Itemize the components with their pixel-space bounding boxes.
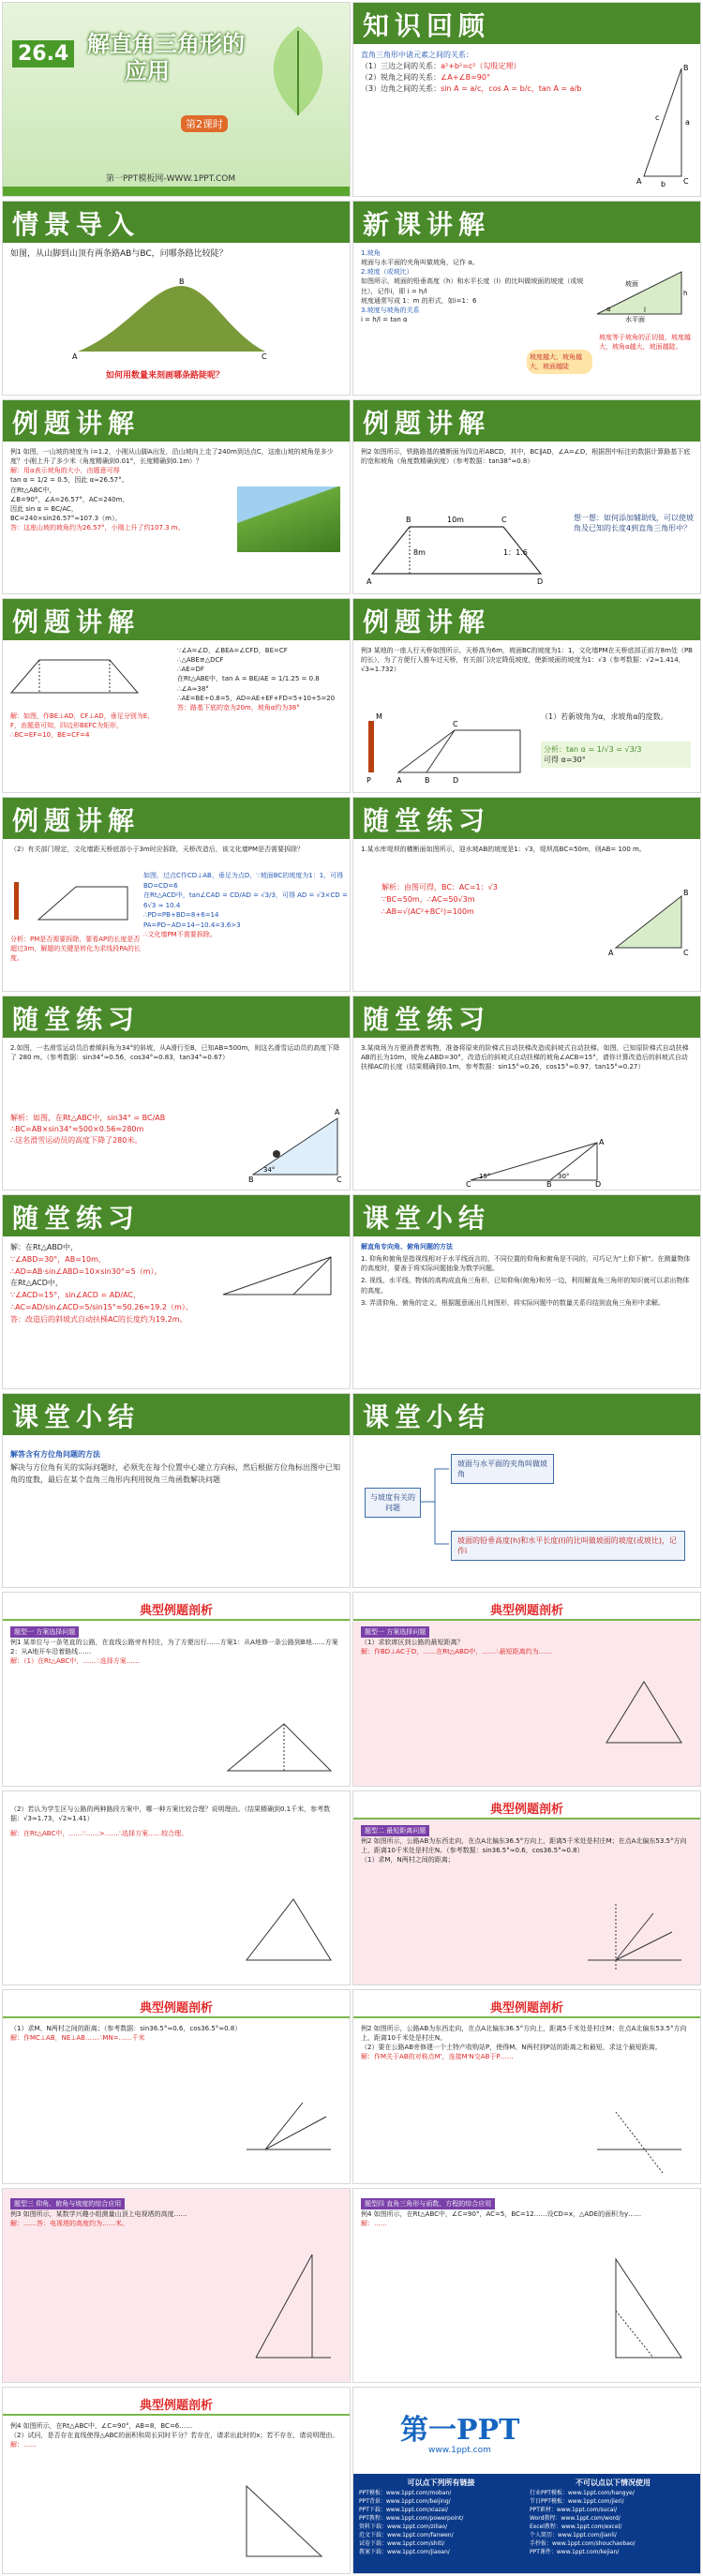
triangle-figure (228, 2472, 331, 2566)
slide-header: 新课讲解 (353, 202, 700, 243)
summary-item: 1. 仰角和俯角是指视线相对于水平线而言的，不同位置的仰角和俯角是不同的，可巧记为"上仰下俯"。在测量物体的高度时，要善于将实际问题抽象为数学问题。 (361, 1255, 691, 1273)
title-line2: 应用 (125, 57, 170, 84)
title-slide (2, 2, 351, 197)
link-item[interactable]: 行业PPT模板：www.1ppt.com/hangye/ (530, 2490, 635, 2496)
title-footer-bar (3, 187, 350, 196)
summary2-slide (2, 1393, 351, 1588)
problem-text: 例4 如图所示，在Rt△ABC中，∠C=90°，AB=8，BC=6…… (10, 2422, 193, 2430)
solution-text: 解：（1）在Rt△ABC中，……∴选择方案…… (10, 1657, 140, 1666)
problem-text: 例2 如图所示，铁路路基的横断面为四边形ABCD，其中，BC∥AD，∠A=∠D，根据图中标注的数据计算路基下底的宽和坡角（角度数精确到度）（参考数据：tan38°≈0.8） (361, 448, 691, 466)
slide-header: 随堂练习 (353, 798, 700, 839)
slide-header: 课堂小结 (353, 1195, 700, 1236)
practice3-slide (352, 996, 701, 1191)
slide-header: 课堂小结 (3, 1394, 350, 1435)
dimension-label: 10m (447, 516, 464, 524)
analysis9-slide (2, 2387, 351, 2574)
analysis4-slide (352, 1790, 701, 1985)
solution-block (381, 882, 588, 918)
new-lesson-slide (352, 201, 701, 396)
slope-label: h (683, 290, 688, 297)
leaf-decoration-icon (256, 22, 340, 125)
column-title: 可以点下列所有链接 (407, 2479, 475, 2487)
solution-answer: 答：这座山坡的坡角约为26.57°，小刚上升了约107.3 m。 (10, 524, 185, 532)
summary-item: 2. 视线、水平线、物体的高构成直角三角形，已知仰角(俯角)和另一边，利用解直角三角形的知识就可以求出物体的高度。 (361, 1277, 690, 1295)
solution-step: ∴这名滑雪运动员的高度下降了280米。 (10, 1136, 142, 1145)
topic-tag: 题型一 方案选择问题 (361, 1626, 429, 1638)
analysis6-slide (352, 1989, 701, 2184)
solution-step: ∵BC=50m，∴AC=50√3m (381, 894, 475, 904)
solution-step: ∵∠ACD=15°，sin∠ACD = AD/AC， (10, 1291, 141, 1300)
angle-label: 30° (558, 1173, 570, 1180)
link-item[interactable]: 范文下载：www.1ppt.com/fanwen/ (359, 2532, 454, 2539)
analysis-text: 分析：tan α = 1/√3 = √3/3 (544, 745, 642, 754)
practice3-solution-slide (2, 1194, 351, 1389)
solution-left: 解：如图，作BE⊥AD，CF⊥AD，垂足分别为E、F，由题意可知，四边形BEFC为矩形，∴BC=EF=10，BE=CF=4 (10, 712, 155, 740)
summary-title: 解答含有方位角问题的方法 (10, 1450, 100, 1459)
problem-text: 3.某商场为方便消费者购物，准备将原来的阶梯式自动扶梯改造成斜坡式自动扶梯。如图，已知原阶梯式自动扶梯AB的长为10m，坡角∠ABD=30°，改造后的斜坡式自动扶梯的坡角∠ACB=15°，请你计算改造后的斜坡式自动扶梯AC的长度（结果精确到0.1m，参考数据：sin15°≈0.26，cos15°≈0.97，tan15°≈0.27） (361, 1044, 689, 1071)
ski-slope-figure (248, 1100, 347, 1184)
slide-body (3, 1435, 350, 1492)
slide-body (3, 2416, 350, 2455)
slope-label: l (644, 307, 646, 314)
solution-step: 解：在Rt△ABD中， (10, 1243, 78, 1251)
links-column-1 (359, 2478, 523, 2555)
slide-body (353, 2189, 700, 2234)
mountain-figure (68, 277, 275, 361)
side-label: c (655, 113, 660, 122)
analysis-banner: 典型例题剖析 (3, 1990, 350, 2018)
ad-header (353, 2388, 700, 2474)
slide-header: 随堂练习 (3, 996, 350, 1038)
solution-step: 如图，过点C作CD⊥AB，垂足为点D，∵坡面BC的坡度为1：1，可得BD=CD=6 (143, 872, 344, 890)
solution-step: ∴AE=BE÷0.8=5，AD=AE+EF+FD=5+10+5=20 (177, 694, 336, 702)
map-figure (237, 1885, 340, 1969)
landscape-photo (237, 487, 340, 552)
solution-step: BC=240×sin26.57°≈107.3（m）。 (10, 514, 122, 522)
slope-figure (588, 258, 691, 323)
slide-body (3, 2018, 350, 2048)
solution-step: ∴AE=DF (177, 666, 204, 674)
compass-figure (237, 2084, 340, 2168)
bridge-figure (10, 873, 132, 929)
question-text: （1）求M，N两村之间的距离； (361, 1856, 455, 1865)
problem-text: 例3 某地的一座人行天桥如图所示，天桥高为6m，坡面BC的坡度为1：1，文化墙PM在天桥底部正前方8m处（PB的长），为了方便行人推车过天桥，有关部门决定降低坡度，使新坡面的坡度为1：√3（参考数据：√2≈1.414，√3≈1.732） (361, 647, 693, 674)
analysis1-slide (2, 1592, 351, 1787)
slide-body (353, 442, 700, 472)
footer-text: 第一PPT模板网-WWW.1PPT.COM (106, 174, 236, 184)
example3b-slide (2, 797, 351, 992)
link-item[interactable]: 试卷下载：www.1ppt.com/shiti/ (359, 2540, 445, 2547)
topic-tag: 题型三 仰角、俯角与坡度的综合应用 (10, 2198, 125, 2209)
slide-body (3, 1038, 350, 1068)
slide-header: 例题讲解 (353, 400, 700, 442)
slope-label: 坡面 (625, 280, 638, 288)
question-text: （2）有关部门规定，文化墙距天桥底部小于3m时应拆除，天桥改造后，该文化墙PM是否需要拆除？ (10, 846, 304, 853)
analysis-banner: 典型例题剖析 (353, 1593, 700, 1621)
column-title: 不可以点以下情况使用 (576, 2479, 651, 2487)
solution-right (170, 640, 348, 718)
slide-header: 随堂练习 (353, 996, 700, 1038)
problem-text: 例3 如图所示，某数学兴趣小组测量山顶上电视塔的高度…… (10, 2210, 187, 2219)
slide-header: 例题讲解 (353, 599, 700, 640)
item1-label: （1）三边之间的关系： (361, 62, 441, 70)
analysis-banner: 典型例题剖析 (3, 1593, 350, 1621)
slide-body (353, 839, 700, 860)
map-figure (597, 1668, 691, 1752)
solution-text: 解：……答：电视塔的高度约为……米。 (10, 2220, 128, 2228)
point-label: B (683, 889, 689, 897)
solution-block (10, 1113, 235, 1146)
solution-step: ∴AD=AB·sin∠ABD=10×sin30°=5（m）。 (10, 1266, 162, 1276)
link-item[interactable]: PPT素材：www.1ppt.com/sucai/ (530, 2507, 618, 2513)
slide-body (353, 1621, 700, 1662)
analysis7-slide (2, 2188, 351, 2383)
question-text: （2）若认为学生区与公路的两种路段方案中，哪一种方案比较合理？说明理由。（结果精确到0.1千米，参考数据：√3≈1.73，√2≈1.41） (10, 1805, 331, 1823)
solution-text: 解：在Rt△ABC中，……∵……>……∴选择方案……较合理。 (10, 1830, 188, 1838)
point-label: B (425, 776, 430, 785)
link-item[interactable]: PPT模板：www.1ppt.com/moban/ (359, 2490, 452, 2496)
solution-step: 在Rt△ACD中， (10, 1279, 63, 1288)
point-label: C (262, 352, 267, 361)
item2-value: ∠A+∠B=90° (441, 73, 490, 82)
slide-body (353, 1236, 700, 1313)
slide-header: 例题讲解 (3, 400, 350, 442)
example1-slide (2, 399, 351, 594)
slide-header: 例题讲解 (3, 798, 350, 839)
point-label: A (599, 1138, 605, 1146)
summary-title: 解直角专向角、俯角问题的方法 (361, 1243, 453, 1251)
question-text: （2）试问，是否存在直线使得△ABC的面积和周长同时平分？若存在，请求出此时的x；若不存在，请说明理由。 (10, 2432, 339, 2440)
solution-step: 在Rt△ABE中，tan A = BE/AE = 1/1.25 = 0.8 (177, 675, 320, 683)
analysis3-slide (2, 1790, 351, 1985)
point-label: B (248, 1176, 254, 1184)
right-triangle-figure (635, 59, 696, 190)
problem-text: 例2 如图所示，公路AB为东西走向，在点A北偏东36.5°方向上，距离5千米处是村庄M；在点A北偏东53.5°方向上，距离10千米处是村庄N。 (361, 2025, 687, 2043)
solution-block (143, 871, 348, 940)
question-text: （1）求M、N两村之间的距离；（参考数据：sin36.5°≈0.6，cos36.5°≈0.8） (10, 2025, 242, 2032)
vertex-label: A (636, 177, 642, 186)
solution-step: tan α = 1/2 = 0.5，因此 α≈26.57°。 (10, 476, 128, 485)
slide-header: 知识回顾 (353, 3, 700, 44)
slide-body (3, 839, 350, 860)
solution-step: ∴∠A≈38° (177, 684, 209, 693)
topic-tag: 题型四 直角三角形与函数、方程的综合应用 (361, 2198, 495, 2209)
analysis-text: 分析：PM是否需要拆除，要看AP的长度是否超过3m，解题的关键是转化为求线段PA的长度。 (10, 936, 141, 963)
thinking-note: 想一想：如何添加辅助线，可以使坡角及已知的长度4到直角三角形中？ (574, 514, 694, 532)
review-intro: 直角三角形中诸元素之间的关系： (361, 51, 473, 59)
problem-text: 例1 如图，一山坡的坡度为 i=1.2，小刚从山脚A出发，沿山坡向上走了240m到达点C，这座山坡的坡角是多少度？小刚上升了多少米（角度精确到0.01°，长度精确到0.1m）？ (10, 448, 334, 466)
solution-step: 在Rt△ABC中， (10, 486, 56, 494)
solution-step: 因此 sin α = BC/AC， (10, 504, 78, 513)
point-label: A (608, 949, 614, 957)
vertex-label: C (501, 516, 507, 524)
intro-slide (2, 201, 351, 396)
example2-solution-slide (2, 598, 351, 793)
solution-text: 解：作MC⊥AB，NE⊥AB……∴MN=……千米 (10, 2034, 145, 2043)
solution-text: 解：…… (10, 2441, 37, 2449)
point-label: C (683, 949, 689, 957)
mindmap-connector (421, 1460, 449, 1563)
vertex-label: C (683, 177, 689, 186)
slide-body (3, 1791, 350, 1844)
item2-label: （2）锐角之间的关系： (361, 73, 441, 82)
problem-text: 例2 如图所示，公路AB为东西走向，在点A北偏东36.5°方向上，距离5千米处是村庄M；在点A北偏东53.5°方向上，距离10千米处是村庄N。（参考数据：sin36.5°≈0.6，cos36.5°≈0.8） (361, 1837, 687, 1855)
link-item[interactable]: PPT教程：www.1ppt.com/powerpoint/ (359, 2515, 464, 2522)
dimension-label: 8m (413, 548, 426, 557)
title-line1: 解直角三角形的 (87, 31, 245, 57)
concept-text: 坡度通常写成 1：m 的形式，如i=1：6 (361, 296, 477, 305)
slide-header: 情景导入 (3, 202, 350, 243)
brand-logo: 第一PPT (400, 2414, 520, 2447)
point-label: M (376, 712, 382, 721)
side-note: 坡度等于坡角的正切值，坡度越大，坡角α越大，坡面越陡。 (599, 334, 691, 351)
link-item[interactable]: PPT课件：www.1ppt.com/kejian/ (530, 2549, 620, 2555)
solution-answer: 答：路基下底的宽为20m，坡角α约为38° (177, 703, 300, 711)
vertex-label: B (683, 64, 689, 72)
summary-text: 解决与方位角有关的实际问题时，必须先在每个位置中心建立方向标，然后根据方位角标出图中已知角的度数，最后在某个直角三角形内利用锐角三角函数解决问题 (10, 1462, 340, 1485)
problem-text: 例1 某单位与一条笔直的公路，在直线公路旁有村庄，为了方便出行……方案1：从A地修一条公路到B地……方案2：从A地开车沿着路线…… (10, 1639, 338, 1656)
concept-title: 3.坡度与坡角的关系 (361, 306, 420, 314)
slope-label: 水平面 (625, 316, 645, 323)
mindmap-root: 与坡度有关的问题 (365, 1488, 421, 1518)
link-item[interactable]: 资料下载：www.1ppt.com/ziliao/ (359, 2524, 448, 2530)
links-panel (353, 2474, 700, 2574)
slide-header: 例题讲解 (3, 599, 350, 640)
slide-header: 随堂练习 (3, 1195, 350, 1236)
question-text: （1）求软席区到公路的最短距离？ (361, 1639, 464, 1647)
tower-figure (247, 2245, 340, 2367)
question-text: （1）若新坡角为α，求坡角α的度数。 (541, 712, 668, 721)
topic-tag: 题型二 最短距离问题 (361, 1825, 429, 1836)
solution-step: ∵∠A=∠D，∠BEA=∠CFD，BE=CF (177, 647, 288, 654)
problem-text: 例4 如图所示，在Rt△ABC中，∠C=90°，AC=5，BC=12……设CD=x，△ADE的面积为y…… (361, 2210, 642, 2219)
brand-url: www.1ppt.com (428, 2446, 491, 2455)
link-item[interactable]: PPT下载：www.1ppt.com/xiazai/ (359, 2507, 448, 2513)
solution-step: ∠B=90°，∠A=26.57°，AC=240m， (10, 495, 129, 503)
analysis-result: 可得 α=30° (544, 756, 586, 764)
point-label: D (595, 1180, 602, 1187)
slide-body (3, 243, 350, 267)
point-label: C (466, 1180, 471, 1187)
analysis-banner: 典型例题剖析 (353, 1990, 700, 2018)
ad-slide (352, 2387, 701, 2574)
concept-text: 如图所示，坡面的铅垂高度（h）和水平长度（l）的比叫做坡面的坡度（或坡比），记作i，即 i = h/l (361, 277, 584, 295)
point-label: A (335, 1108, 340, 1116)
concept-text: 坡面与水平面的夹角叫做坡角，记作 α。 (361, 259, 479, 267)
slide-body (3, 1621, 350, 1672)
slope-label: α (606, 306, 611, 313)
slide-body (353, 2018, 700, 2068)
point-label: C (453, 720, 458, 728)
point-label: A (396, 776, 402, 785)
point-label: B (546, 1180, 552, 1187)
link-item[interactable]: 节日PPT模板：www.1ppt.com/jieri/ (530, 2498, 624, 2505)
solution-text: 解：作BD⊥AC于D，……在Rt△ABD中，……∴最短距离约为…… (361, 1648, 552, 1656)
point-label: A (72, 352, 78, 361)
dam-figure (606, 882, 696, 957)
solution-step: ∵∠ABD=30°，AB=10m， (10, 1254, 106, 1264)
solution-step: ∴PD=PB+BD=8+6=14 (143, 911, 219, 919)
dimension-label: 1：1.6 (503, 548, 528, 557)
solution-title: 解：用α表示坡角的大小，由题意可得 (10, 467, 120, 475)
lesson-title (87, 31, 245, 85)
summary1-slide (352, 1194, 701, 1389)
solution-step: 解析：如图，在Rt△ABC中，sin34° = BC/AB (10, 1114, 166, 1122)
section-number: 26.4 (12, 40, 74, 67)
point-label: B (179, 277, 185, 286)
review-slide (352, 2, 701, 197)
link-item[interactable]: Word教程：www.1ppt.com/word/ (530, 2515, 621, 2522)
summary3-slide (352, 1393, 701, 1588)
map-figure (218, 1715, 340, 1780)
example3-slide (352, 598, 701, 793)
problem-text: 1.某水库堤坝的横断面如图所示，迎水坡AB的坡度是1：√3，堤坝高BC=50m，则AB= 100 m。 (361, 846, 646, 853)
practice1-slide (352, 797, 701, 992)
analysis5-slide (2, 1989, 351, 2184)
link-item[interactable]: Excel教程：www.1ppt.com/excel/ (530, 2524, 622, 2530)
slide-body (3, 2189, 350, 2234)
side-label: b (661, 180, 666, 188)
item3-label: （3）边角之间的关系： (361, 84, 441, 93)
angle-label: 34° (263, 1166, 276, 1174)
point-label: D (453, 776, 459, 785)
solution-step: 解析：由图可得，BC：AC=1：√3 (381, 883, 498, 891)
solution-step: PA=PD−AD=14−10.4=3.6>3 (143, 921, 241, 929)
link-item[interactable]: PPT背景：www.1ppt.com/beijing/ (359, 2498, 451, 2505)
solution-step: ∴AC=AD/sin∠ACD=5/sin15°≈50.26≈19.2（m）。 (10, 1302, 193, 1311)
concept-title: 2.坡度（或坡比） (361, 268, 413, 277)
trapezoid-figure (7, 646, 147, 702)
triangle-figure (597, 2245, 691, 2367)
point-label: C (337, 1176, 342, 1184)
slide-body (353, 1820, 700, 1871)
angle-label: 15° (479, 1173, 491, 1180)
item3-value: sin A = a/c，cos A = b/c，tan A = a/b (441, 84, 582, 93)
solution-conclusion: ∴文化墙PM不需要拆除。 (143, 931, 217, 938)
compass-figure (578, 1895, 691, 1979)
mindmap-branch: 坡面的铅垂高度(h)和水平长度(l)的比叫做坡面的坡度(或坡比)，记作i (451, 1531, 685, 1561)
slide-header: 课堂小结 (353, 1394, 700, 1435)
bridge-figure (361, 702, 530, 786)
speech-bubble: 坡度越大，坡角越大，坡面越陡 (527, 350, 592, 374)
analysis-banner: 典型例题剖析 (353, 1791, 700, 1820)
topic-tag: 题型一 方案选择问题 (10, 1626, 79, 1638)
link-item[interactable]: 手抄报：www.1ppt.com/shouchaobao/ (530, 2540, 636, 2547)
solution-answer: 答：改造后的斜坡式自动扶梯AC的长度约为19.2m。 (10, 1314, 187, 1324)
link-item[interactable]: 个人简历：www.1ppt.com/jianli/ (530, 2532, 617, 2539)
concept-title: 1.坡角 (361, 249, 381, 257)
question-text: （2）要在公路AB旁修建一个土特产收购站P，使得M、N两村到P站的距离之和最短，求这个最短距离。 (361, 2044, 662, 2052)
analysis-banner: 典型例题剖析 (3, 2388, 350, 2416)
vertex-label: B (406, 516, 411, 524)
solution-step: ∴BC=AB×sin34°≈500×0.56≈280m (10, 1125, 144, 1133)
point-label: P (366, 776, 371, 785)
link-item[interactable]: 教案下载：www.1ppt.com/jiaoan/ (359, 2549, 450, 2555)
problem-text: 2.如图，一名滑雪运动员沿着倾斜角为34°的斜坡，从A滑行至B，已知AB=500m，则这名滑雪运动员的高度下降了 280 m。（参考数据：sin34°≈0.56，cos34°≈0.83，tan34°≈0.67） (10, 1044, 340, 1062)
concept-formula: i = h/l = tan α (361, 315, 408, 323)
solution-step: 在Rt△ACD中，tan∠CAD = CD/AD = √3/3，可得 AD = √3×CD = 6√3 ≈ 10.4 (143, 891, 348, 909)
analysis-box (541, 741, 691, 768)
summary-item: 3. 弄清仰角、俯角的定义，根据题意画出几何图形，将实际问题中的数量关系归结到直角三角形中求解。 (361, 1298, 665, 1307)
analysis2-slide (352, 1592, 701, 1787)
side-label: a (685, 118, 690, 127)
mindmap-branch: 坡面与水平面的夹角叫做坡角 (451, 1454, 554, 1484)
solution-text: 解：作M关于AB的对称点M'，连接M'N交AB于P…… (361, 2053, 514, 2061)
vertex-label: D (537, 577, 544, 586)
analysis8-slide (352, 2188, 701, 2383)
intro-question: 如图，从山脚到山顶有两条路AB与BC，问哪条路比较陡？ (10, 249, 228, 259)
solution-text: 解：…… (361, 2220, 387, 2228)
example2-slide (352, 399, 701, 594)
escalator-figure (218, 1248, 340, 1304)
vertex-label: A (366, 577, 372, 586)
links-column-2 (530, 2478, 696, 2555)
practice2-slide (2, 996, 351, 1191)
trapezoid-figure (363, 503, 560, 588)
solution-step: ∴AB=√(AC²+BC²)=100m (381, 906, 474, 916)
item1-value: a²+b²=c²（勾股定理） (441, 62, 521, 70)
intro-answer: 如何用数量来刻画哪条路陡呢？ (106, 371, 225, 381)
slide-body (353, 640, 700, 680)
slide-body (353, 1038, 700, 1077)
escalator-figure (466, 1135, 606, 1187)
subtitle-badge: 第2课时 (181, 115, 228, 132)
solution-step: ∴△ABE≌△DCF (177, 656, 224, 665)
compass-figure (588, 2103, 691, 2178)
